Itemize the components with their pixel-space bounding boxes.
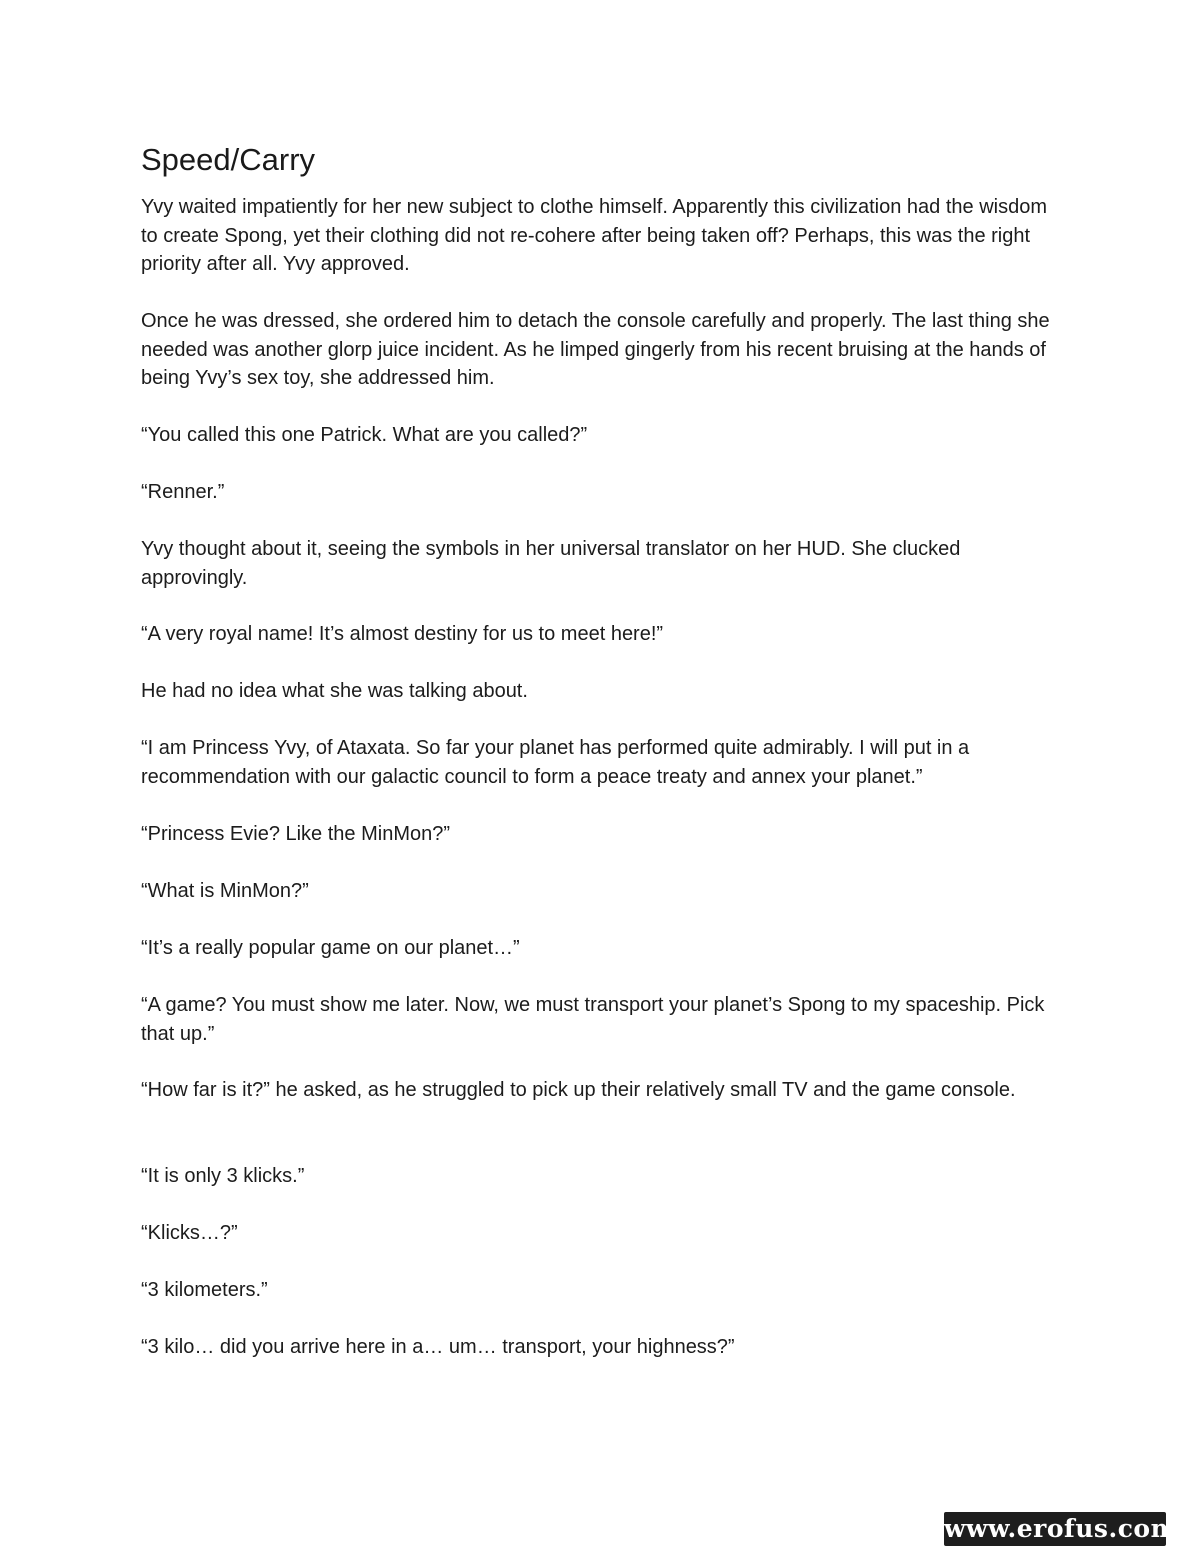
paragraph: Yvy waited impatiently for her new subject to clothe himself. Apparently this civilization had the wisdom to create Spong, yet their clothing did not re-cohere after being taken off? Perhaps, this was the right priority after all. Yvy approved.	[141, 196, 1047, 276]
paragraph: “It’s a really popular game on our planet…”	[141, 937, 520, 959]
paragraph: “I am Princess Yvy, of Ataxata. So far your planet has performed quite admirably. I will put in a recommendation with our galactic council to form a peace treaty and annex your planet.”	[141, 737, 970, 788]
paragraph: “How far is it?” he asked, as he struggled to pick up their relatively small TV and the game console.	[141, 1079, 1016, 1101]
paragraph: “A game? You must show me later. Now, we must transport your planet’s Spong to my spaceship. Pick that up.”	[141, 994, 1045, 1045]
paragraph: “It is only 3 klicks.”	[141, 1165, 305, 1187]
paragraph: Yvy thought about it, seeing the symbols in her universal translator on her HUD. She clucked approvingly.	[141, 538, 961, 589]
paragraph: He had no idea what she was talking about.	[141, 680, 528, 702]
watermark-badge: www.erofus.com	[944, 1512, 1166, 1546]
paragraph: “Princess Evie? Like the MinMon?”	[141, 823, 451, 845]
paragraph: “Renner.”	[141, 481, 225, 503]
paragraph: “You called this one Patrick. What are you called?”	[141, 424, 588, 446]
paragraph: “3 kilometers.”	[141, 1279, 268, 1301]
paragraph: Once he was dressed, she ordered him to detach the console carefully and properly. The last thing she needed was another glorp juice incident. As he limped gingerly from his recent bruising at the hands of being Yvy’s sex toy, she addressed him.	[141, 310, 1050, 390]
document-title: Speed/Carry	[141, 142, 316, 177]
paragraph: “A very royal name! It’s almost destiny for us to meet here!”	[141, 623, 664, 645]
paragraph: “What is MinMon?”	[141, 880, 309, 902]
paragraph: “Klicks…?”	[141, 1222, 238, 1244]
paragraph: “3 kilo… did you arrive here in a… um… transport, your highness?”	[141, 1336, 735, 1358]
